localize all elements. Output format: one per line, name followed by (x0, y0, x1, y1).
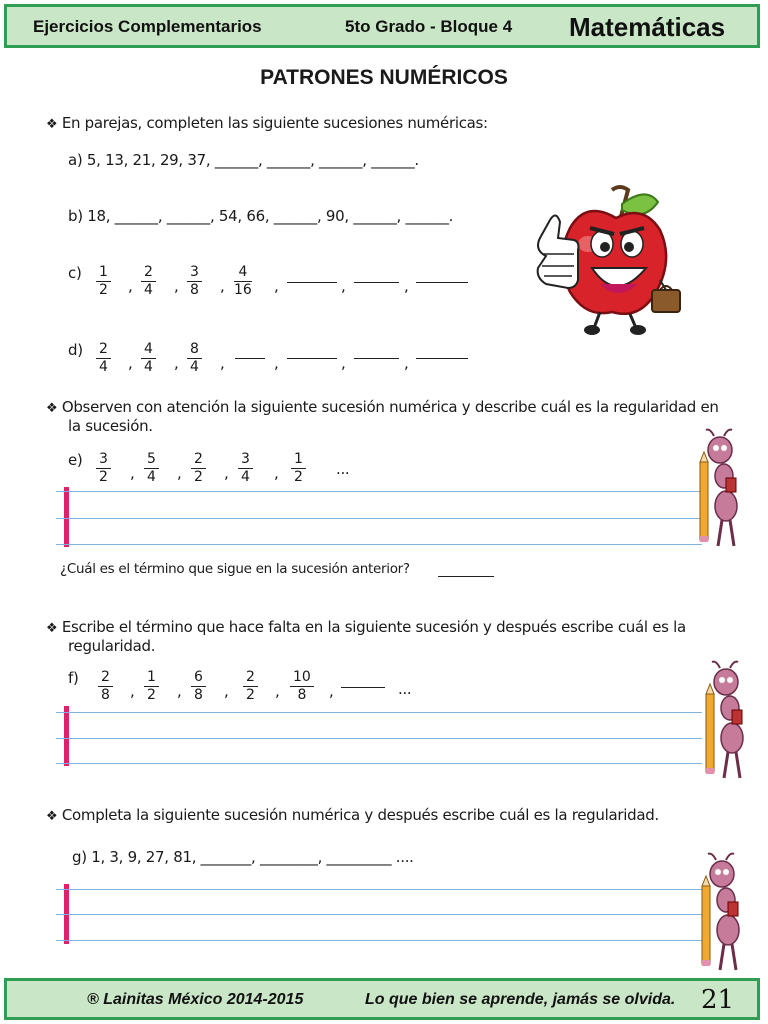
sequence-b: b) 18, ______, ______, 54, 66, ______, 90, ______, ______. (68, 207, 454, 225)
fraction: $\frac{6}{8}$ (191, 669, 206, 704)
margin-bar (64, 487, 69, 547)
margin-bar (64, 706, 69, 766)
writing-line[interactable] (56, 940, 702, 941)
diamond-bullet-icon: ❖ (46, 401, 58, 416)
answer-blank[interactable] (354, 358, 399, 359)
instruction-3: ❖ Escribe el término que hace falta en la siguiente sucesión y después escribe cuál es la (46, 618, 686, 636)
instruction-4: ❖ Completa la siguiente sucesión numérica y después escribe cuál es la regularidad. (46, 806, 659, 824)
writing-line[interactable] (56, 518, 702, 519)
writing-line[interactable] (56, 889, 702, 890)
sequence-d-label: d) (68, 341, 83, 359)
instruction-2-continued: la sucesión. (68, 417, 153, 435)
sequence-a: a) 5, 13, 21, 29, 37, ______, ______, ______, ______. (68, 151, 419, 169)
answer-blank[interactable] (235, 358, 265, 359)
fraction: $\frac{2}{2}$ (191, 451, 206, 486)
ant-with-pencil-icon (692, 428, 744, 552)
instruction-3-continued: regularidad. (68, 637, 156, 655)
writing-line[interactable] (56, 491, 702, 492)
page-title: PATRONES NUMÉRICOS (260, 66, 508, 89)
answer-blank[interactable] (416, 358, 468, 359)
fraction: $\frac{4}{4}$ (141, 341, 156, 376)
answer-blank[interactable] (354, 282, 399, 283)
header-middle: 5to Grado - Bloque 4 (345, 17, 513, 36)
ant-with-pencil-icon (698, 660, 750, 784)
fraction: $\frac{2}{4}$ (96, 341, 111, 376)
header-subject: Matemáticas (569, 12, 726, 42)
fraction: $\frac{8}{4}$ (187, 341, 202, 376)
diamond-bullet-icon: ❖ (46, 117, 58, 132)
sequence-c-label: c) (68, 264, 82, 282)
diamond-bullet-icon: ❖ (46, 809, 58, 824)
answer-blank[interactable] (341, 687, 385, 688)
answer-blank[interactable] (438, 576, 494, 577)
fraction: $\frac{1}{2}$ (144, 669, 159, 704)
answer-blank[interactable] (287, 358, 337, 359)
sequence-e-label: e) (68, 451, 83, 469)
answer-blank[interactable] (416, 282, 468, 283)
fraction: $\frac{3}{4}$ (238, 451, 253, 486)
footer-copyright: ® Lainitas México 2014-2015 (87, 991, 304, 1008)
writing-line[interactable] (56, 738, 702, 739)
fraction: $\frac{3}{2}$ (96, 451, 111, 486)
page-footer (4, 978, 760, 1020)
footer-motto: Lo que bien se aprende, jamás se olvida. (365, 991, 676, 1008)
ant-with-pencil-icon (694, 852, 746, 976)
writing-line[interactable] (56, 914, 702, 915)
fraction: $\frac{2}{4}$ (141, 264, 156, 299)
writing-line[interactable] (56, 763, 702, 764)
diamond-bullet-icon: ❖ (46, 621, 58, 636)
page-header (4, 4, 760, 48)
fraction: $\frac{4}{16}$ (234, 264, 252, 298)
fraction: $\frac{3}{8}$ (187, 264, 202, 299)
instruction-2: ❖ Observen con atención la siguiente sucesión numérica y describe cuál es la regularidad en (46, 398, 719, 416)
fraction: $\frac{2}{8}$ (98, 669, 113, 704)
instruction-1: ❖ En parejas, completen las siguiente sucesiones numéricas: (46, 114, 488, 132)
ellipsis: ... (398, 680, 412, 698)
page-number: 21 (701, 985, 735, 1015)
answer-blank[interactable] (287, 282, 337, 283)
writing-line[interactable] (56, 544, 702, 545)
fraction: $\frac{1}{2}$ (291, 451, 306, 486)
sequence-f-label: f) (68, 669, 79, 687)
sequence-g: g) 1, 3, 9, 27, 81, _______, ________, _________ .... (72, 848, 414, 866)
apple-mascot-icon (516, 180, 688, 342)
header-left: Ejercicios Complementarios (33, 17, 262, 36)
question-next-term: ¿Cuál es el término que sigue en la sucesión anterior? (60, 561, 410, 577)
fraction: $\frac{2}{2}$ (243, 669, 258, 704)
ellipsis: ... (336, 460, 350, 478)
fraction: $\frac{10}{8}$ (290, 669, 314, 704)
fraction: $\frac{1}{2}$ (96, 264, 111, 299)
writing-line[interactable] (56, 712, 702, 713)
fraction: $\frac{5}{4}$ (144, 451, 159, 486)
